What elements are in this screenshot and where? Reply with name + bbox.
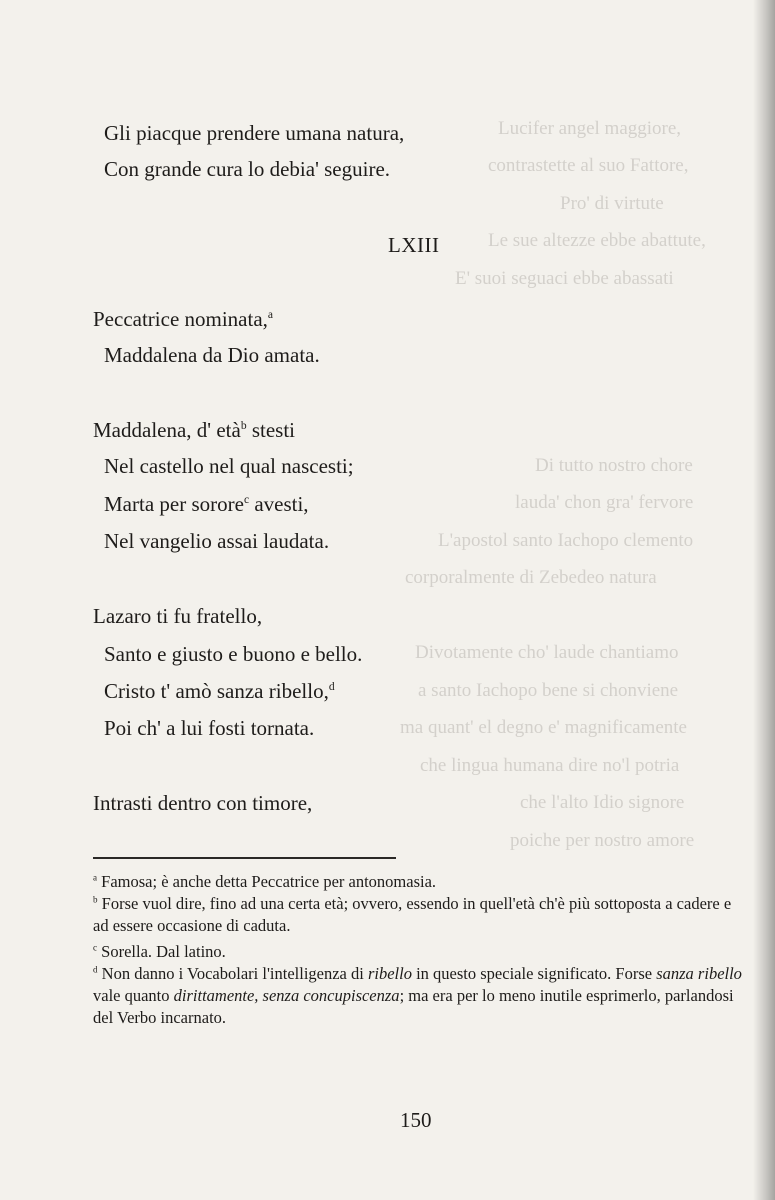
ghost-line: a santo Iachopo bene si chonviene: [418, 680, 679, 701]
ghost-line: E' suoi seguaci ebbe abassati: [455, 268, 674, 289]
verse-text: Peccatrice nominata,: [93, 307, 268, 331]
footnote-marker: c: [93, 942, 98, 953]
footnote-italic: ribello: [367, 964, 412, 983]
footnote-ref: c: [243, 494, 250, 506]
footnote-italic: sanza ribello: [656, 964, 742, 983]
verse-text: avesti,: [249, 492, 309, 516]
verse-line: Santo e giusto e buono e bello.: [104, 642, 363, 666]
footnote-marker: d: [93, 964, 98, 975]
footnote-c: [93, 941, 743, 963]
footnote-marker: b: [93, 894, 98, 905]
ghost-line: contrastette al suo Fattore,: [488, 155, 689, 176]
ghost-line: lauda' chon gra' fervore: [515, 492, 694, 513]
verse-text: Cristo t' amò sanza ribello,: [104, 679, 329, 703]
verse-line: Poi ch' a lui fosti tornata.: [104, 716, 315, 740]
footnote-text: Sorella. Dal latino.: [97, 942, 226, 961]
verse-line: [104, 681, 335, 702]
footnote-divider: [93, 857, 396, 859]
ghost-line: che lingua humana dire no'l potria: [420, 755, 680, 776]
verse-text: Maddalena, d' età: [93, 418, 241, 442]
page-number: 150: [400, 1108, 432, 1132]
verse-line: Nel castello nel qual nascesti;: [104, 454, 354, 478]
footnote-text: in questo speciale significato. Forse: [411, 964, 657, 983]
footnote-text: Forse vuol dire, fino ad una certa età; ovvero, essendo in quell'età ch'è più sottoposta a cadere e ad essere occasione di caduta.: [93, 894, 732, 935]
ghost-line: corporalmente di Zebedeo natura: [405, 567, 657, 588]
footnote-a: [93, 871, 743, 893]
ghost-line: Divotamente cho' laude chantiamo: [415, 642, 679, 663]
footnote-ref: a: [267, 309, 274, 321]
ghost-line: Le sue altezze ebbe abattute,: [488, 230, 706, 251]
footnote-d: [93, 963, 743, 1029]
stanza-heading: LXIII: [388, 233, 440, 257]
ghost-line: Pro' di virtute: [560, 193, 664, 214]
verse-line: Lazaro ti fu fratello,: [93, 604, 263, 628]
footnote-text: vale quanto: [93, 986, 174, 1005]
verse-line: [93, 309, 273, 330]
verse-line: Maddalena da Dio amata.: [104, 343, 320, 367]
ghost-line: che l'alto Idio signore: [520, 792, 685, 813]
footnote-marker: a: [93, 872, 98, 883]
ghost-line: L'apostol santo Iachopo clemento: [438, 530, 694, 551]
verse-text: Marta per sorore: [104, 492, 244, 516]
footnote-ref: b: [240, 420, 247, 432]
ghost-line: poiche per nostro amore: [510, 830, 695, 851]
verse-line: [93, 420, 295, 441]
footnote-ref: d: [328, 681, 335, 693]
footnote-text: ; ma era per lo meno inutile esprimerlo, parlandosi del Verbo incarnato.: [93, 986, 734, 1027]
footnote-italic: dirittamente, senza concupiscenza: [173, 986, 400, 1005]
ghost-line: ma quant' el degno e' magnificamente: [400, 717, 687, 738]
verse-line: Con grande cura lo debia' seguire.: [104, 157, 391, 181]
footnote-text: Non danno i Vocabolari l'intelligenza di: [97, 964, 368, 983]
footnote-text: Famosa; è anche detta Peccatrice per antonomasia.: [97, 872, 437, 891]
verse-line: Gli piacque prendere umana natura,: [104, 121, 405, 145]
ghost-line: Lucifer angel maggiore,: [498, 118, 682, 139]
page-edge-shadow: [753, 0, 775, 1200]
verse-line: Nel vangelio assai laudata.: [104, 529, 330, 553]
verse-line: [104, 494, 309, 515]
footnote-b: [93, 893, 743, 937]
verse-line: Intrasti dentro con timore,: [93, 791, 313, 815]
verse-text: stesti: [246, 418, 296, 442]
ghost-line: Di tutto nostro chore: [535, 455, 693, 476]
